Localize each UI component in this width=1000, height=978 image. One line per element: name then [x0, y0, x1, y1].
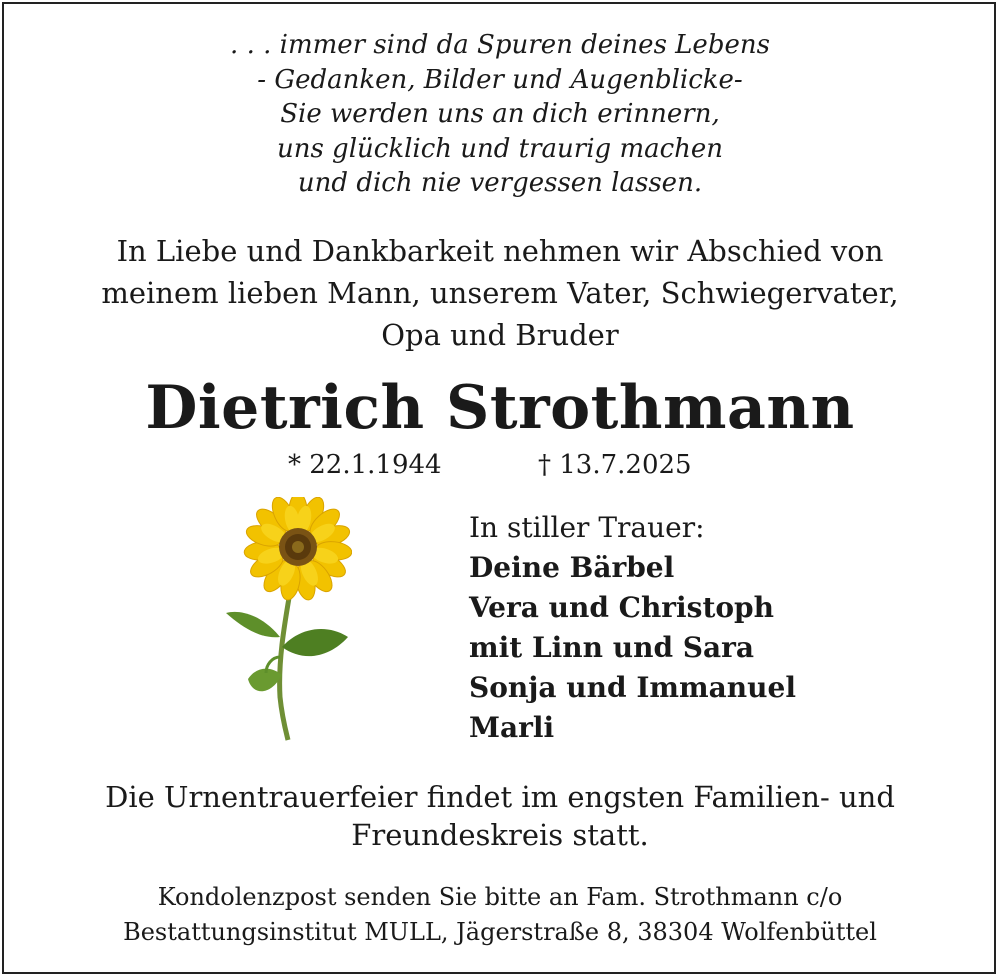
intro-line: In Liebe und Dankbarkeit nehmen wir Abschied von [116, 234, 884, 268]
mourner-name: Sonja und Immanuel [469, 671, 796, 704]
contact-line: Kondolenzpost senden Sie bitte an Fam. Strothmann c/o [157, 883, 843, 911]
intro-line: Opa und Bruder [381, 318, 619, 352]
poem [0, 28, 1000, 201]
ceremony-line: Die Urnentrauerfeier findet im engsten Familien- und [105, 780, 895, 814]
mourners-block [469, 508, 796, 748]
poem-line: uns glücklich und traurig machen [276, 133, 724, 164]
deceased-name: Dietrich Strothmann [145, 373, 855, 443]
mourner-name: Deine Bärbel [469, 551, 675, 584]
poem-line: . . . immer sind da Spuren deines Lebens [230, 30, 770, 60]
birth-date: * 22.1.1944 [288, 450, 442, 480]
mourner-name: mit Linn und Sara [469, 631, 755, 664]
mourner-name: Vera und Christoph [469, 591, 774, 624]
poem-line: Sie werden uns an dich erinnern, [280, 99, 720, 129]
contact-line: Bestattungsinstitut MULL, Jägerstraße 8, 38304 Wolfenbüttel [123, 918, 877, 946]
intro-text [0, 230, 1000, 356]
sunflower-icon [222, 497, 352, 742]
poem-line: und dich nie vergessen lassen. [297, 168, 703, 198]
mourner-name: Marli [469, 711, 555, 744]
ceremony-line: Freundeskreis statt. [351, 818, 649, 852]
mourners-heading: In stiller Trauer: [469, 511, 705, 544]
poem-line: - Gedanken, Bilder und Augenblicke- [257, 64, 743, 95]
death-date: † 13.7.2025 [538, 450, 692, 480]
ceremony-notice [0, 778, 1000, 854]
contact-notice [0, 880, 1000, 950]
intro-line: meinem lieben Mann, unserem Vater, Schwiegervater, [101, 276, 899, 310]
